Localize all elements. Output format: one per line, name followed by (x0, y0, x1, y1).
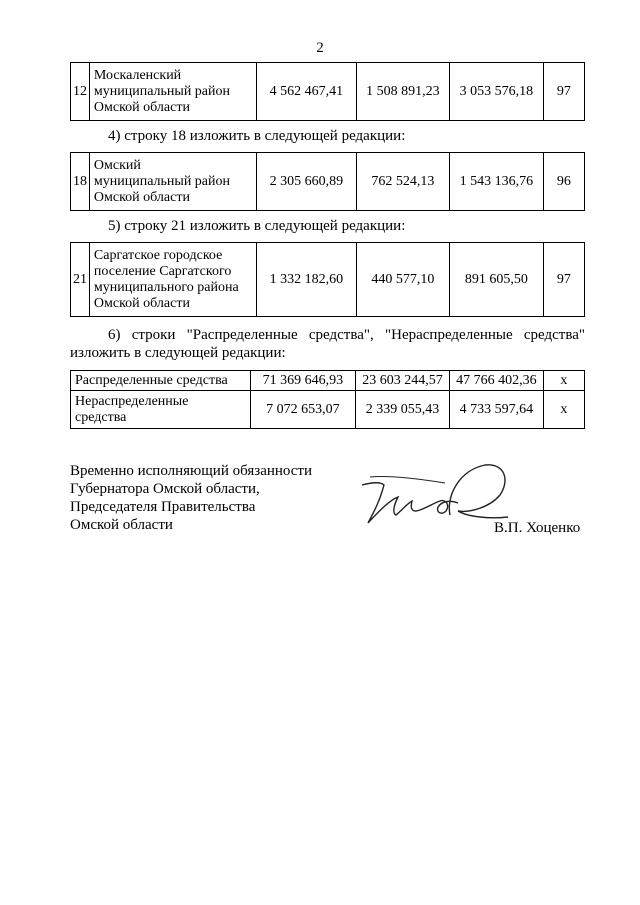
row-value-3: 891 605,50 (450, 243, 544, 317)
summary-label (71, 391, 251, 429)
summary-value-4: x (543, 371, 584, 391)
row-name-line: Омской области (93, 189, 190, 205)
row-name-line: Саргатское городское (93, 247, 223, 263)
row-value-4: 97 (543, 243, 584, 317)
row-name (89, 63, 256, 121)
row-name-line: Омской области (93, 295, 190, 311)
row-value-1: 2 305 660,89 (257, 153, 356, 211)
row-value-2: 440 577,10 (356, 243, 450, 317)
row-number: 12 (71, 63, 90, 121)
summary-value-2: 2 339 055,43 (356, 391, 450, 429)
signature-title-line: Омской области (70, 517, 173, 533)
page-number: 2 (316, 40, 324, 56)
summary-label-line: Нераспределенные (75, 393, 189, 409)
table-row-21 (70, 242, 585, 317)
row-value-1: 4 562 467,41 (257, 63, 356, 121)
row-value-4: 96 (543, 153, 584, 211)
row-name-line: Омский (93, 157, 141, 173)
summary-value-2: 23 603 244,57 (356, 371, 450, 391)
signature-title-line: Председателя Правительства (70, 499, 256, 515)
table-row (71, 371, 585, 391)
row-value-3: 3 053 576,18 (450, 63, 544, 121)
instruction-18: 4) строку 18 изложить в следующей редакции: (108, 128, 406, 144)
row-name-line: муниципальный район (93, 83, 231, 99)
summary-value-1: 7 072 653,07 (250, 391, 356, 429)
row-name-line: поселение Саргатского (93, 263, 232, 279)
row-name (89, 243, 256, 317)
row-value-1: 1 332 182,60 (257, 243, 356, 317)
summary-label-line: средства (75, 409, 127, 425)
summary-value-3: 47 766 402,36 (449, 371, 543, 391)
instruction-21: 5) строку 21 изложить в следующей редакции: (108, 218, 406, 234)
row-number: 21 (71, 243, 90, 317)
row-value-4: 97 (543, 63, 584, 121)
instruction-6: 6) строки "Распределенные средства", "Нераспределенные средства" изложить в следующей редакции: (70, 327, 585, 361)
table-row-12 (70, 62, 585, 121)
row-value-2: 1 508 891,23 (356, 63, 450, 121)
summary-value-4: x (543, 391, 584, 429)
table-row-18 (70, 152, 585, 211)
row-name-line: Омской области (93, 99, 190, 115)
row-name (89, 153, 256, 211)
signature-title-line: Губернатора Омской области, (70, 481, 260, 497)
summary-value-3: 4 733 597,64 (449, 391, 543, 429)
row-name-line: муниципальный район (93, 173, 231, 189)
summary-table (70, 370, 585, 429)
summary-label: Распределенные средства (71, 371, 251, 391)
signature-title-line: Временно исполняющий обязанности (70, 463, 313, 479)
signature-block (70, 462, 312, 534)
row-value-2: 762 524,13 (356, 153, 450, 211)
row-name-line: муниципального района (93, 279, 239, 295)
row-value-3: 1 543 136,76 (450, 153, 544, 211)
table-row (71, 391, 585, 429)
row-number: 18 (71, 153, 90, 211)
summary-value-1: 71 369 646,93 (250, 371, 356, 391)
row-name-line: Москаленский (93, 67, 182, 83)
signer-name: В.П. Хоценко (494, 520, 581, 536)
